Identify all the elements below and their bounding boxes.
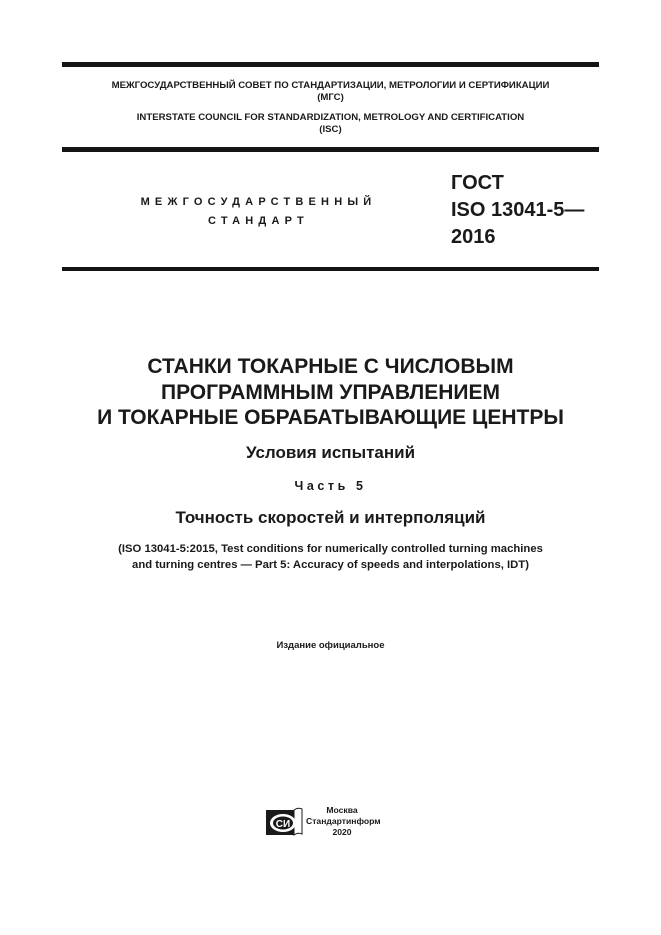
- council-en-abbr: (ISC): [319, 124, 342, 135]
- council-ru-block: [62, 80, 599, 104]
- publisher-city: Москва: [326, 805, 358, 815]
- standard-type-line2: СТАНДАРТ: [208, 215, 309, 227]
- document-subtitle: Условия испытаний: [245, 443, 416, 462]
- standard-type-line1: МЕЖГОСУДАРСТВЕННЫЙ: [140, 196, 377, 208]
- title-line3: И ТОКАРНЫЕ ОБРАБАТЫВАЮЩИЕ ЦЕНТРЫ: [97, 406, 564, 429]
- edition-label: Издание официальное: [276, 640, 385, 651]
- designation-line1: ГОСТ: [451, 172, 504, 194]
- publication-year: 2020: [332, 827, 352, 837]
- council-ru-abbr: (МГС): [317, 92, 344, 103]
- iso-reference-line2: and turning centres — Part 5: Accuracy of speeds and interpolations, IDT): [132, 558, 529, 571]
- part-number: Часть 5: [294, 479, 367, 493]
- iso-reference-line1: (ISO 13041-5:2015, Test conditions for numerically controlled turning machines: [118, 543, 543, 555]
- standard-designation: [451, 170, 584, 251]
- bottom-rule: [62, 267, 599, 271]
- designation-line3: 2016: [451, 226, 496, 248]
- designation-line2: ISO 13041-5—: [451, 199, 585, 221]
- svg-text:СИ: СИ: [275, 819, 291, 830]
- iso-reference: [40, 542, 621, 573]
- title-line1: СТАНКИ ТОКАРНЫЕ С ЧИСЛОВЫМ: [147, 355, 514, 378]
- standard-type: [120, 193, 397, 231]
- publisher-block: [306, 805, 381, 838]
- document-title: [40, 354, 621, 431]
- part-title: Точность скоростей и интерполяций: [175, 508, 486, 527]
- council-en-name: INTERSTATE COUNCIL FOR STANDARDIZATION, METROLOGY AND CERTIFICATION: [136, 112, 525, 123]
- standartinform-logo-icon: [264, 806, 304, 838]
- middle-rule: [62, 147, 599, 152]
- publisher-name: Стандартинформ: [306, 816, 381, 826]
- title-line2: ПРОГРАММНЫМ УПРАВЛЕНИЕМ: [160, 380, 501, 404]
- top-rule: [62, 62, 599, 67]
- council-ru-name: МЕЖГОСУДАРСТВЕННЫЙ СОВЕТ ПО СТАНДАРТИЗАЦИИ, МЕТРОЛОГИИ И СЕРТИФИКАЦИИ: [111, 80, 550, 91]
- council-en-block: [62, 112, 599, 136]
